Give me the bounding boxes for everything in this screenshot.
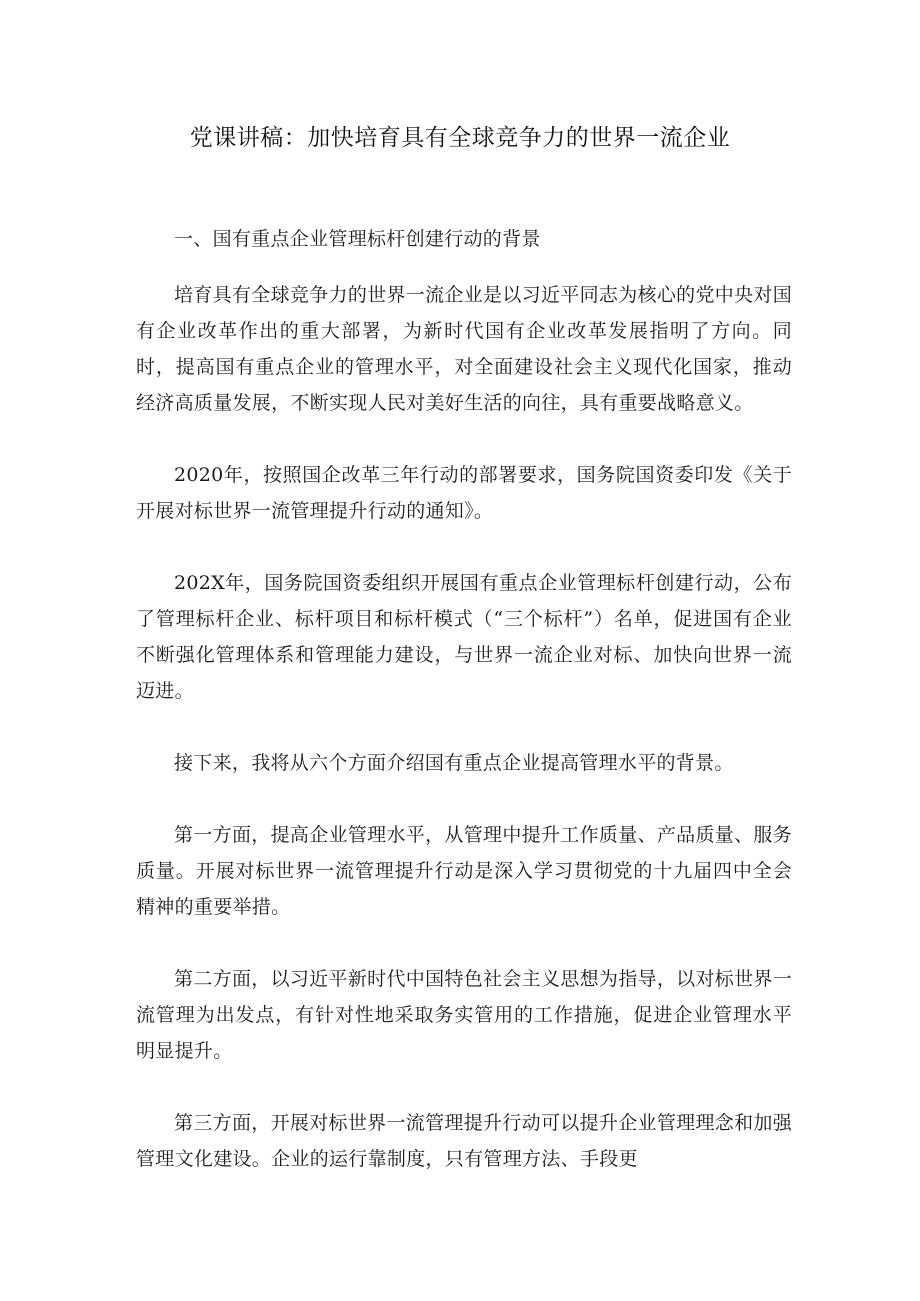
paragraph: 培育具有全球竞争力的世界一流企业是以习近平同志为核心的党中央对国有企业改革作出的重大部署，为新时代国有企业改革发展指明了方向。同时，提高国有重点企业的管理水平，对全面建设社会主义现代化国家，推动经济高质量发展，不断实现人民对美好生活的向往，具有重要战略意义。 bbox=[136, 284, 792, 414]
section-heading: 一、国有重点企业管理标杆创建行动的背景 bbox=[174, 228, 541, 250]
paragraph: 2020年，按照国企改革三年行动的部署要求，国务院国资委印发《关于开展对标世界一流管理提升行动的通知》。 bbox=[136, 464, 792, 522]
paragraph: 第二方面，以习近平新时代中国特色社会主义思想为指导，以对标世界一流管理为出发点，有针对性地采取务实管用的工作措施，促进企业管理水平明显提升。 bbox=[136, 968, 792, 1062]
paragraph: 第三方面，开展对标世界一流管理提升行动可以提升企业管理理念和加强管理文化建设。企业的运行靠制度，只有管理方法、手段更 bbox=[136, 1112, 792, 1170]
paragraph: 接下来，我将从六个方面介绍国有重点企业提高管理水平的背景。 bbox=[174, 752, 734, 774]
paragraph: 202X年，国务院国资委组织开展国有重点企业管理标杆创建行动，公布了管理标杆企业、标杆项目和标杆模式（“三个标杆”）名单，促进国有企业不断强化管理体系和管理能力建设，与世界一流企业对标、加快向世界一流迈进。 bbox=[136, 572, 792, 702]
paragraph: 第一方面，提高企业管理水平，从管理中提升工作质量、产品质量、服务质量。开展对标世界一流管理提升行动是深入学习贯彻党的十九届四中全会精神的重要举措。 bbox=[136, 824, 792, 918]
document-title: 党课讲稿：加快培育具有全球竞争力的世界一流企业 bbox=[189, 125, 731, 151]
document-body bbox=[136, 221, 792, 1213]
